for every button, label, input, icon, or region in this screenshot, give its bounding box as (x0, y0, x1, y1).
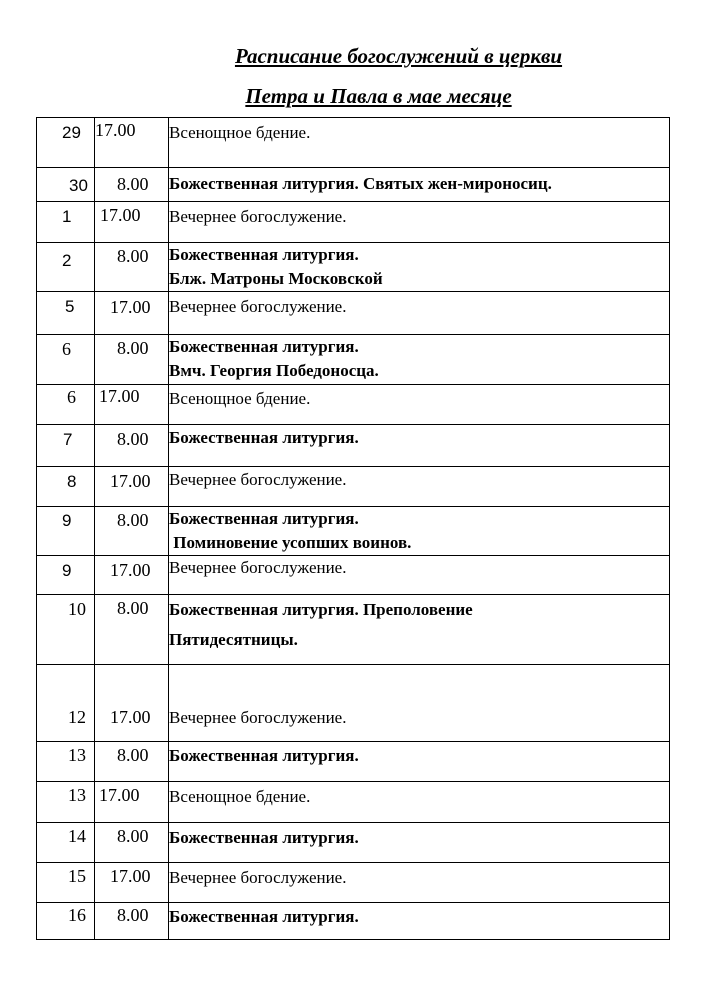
service-cell (169, 168, 670, 202)
service-name-line: Божественная литургия. (169, 245, 359, 264)
service-cell (169, 742, 670, 782)
service-name-line: Всенощное бдение. (169, 123, 311, 142)
service-name-line: Вечернее богослужение. (169, 470, 347, 489)
service-name-line: Вечернее богослужение. (169, 708, 347, 727)
time-cell (95, 665, 169, 742)
date-cell (37, 467, 95, 507)
schedule-row (37, 556, 670, 595)
time-cell (95, 742, 169, 782)
service-name-line: Вмч. Георгия Победоносца. (169, 361, 379, 380)
service-date: 6 (62, 339, 71, 359)
service-name-line: Божественная литургия. (169, 509, 359, 528)
service-date: 29 (62, 123, 81, 142)
time-cell (95, 292, 169, 335)
service-cell (169, 385, 670, 425)
service-name-line: Божественная литургия. (169, 428, 359, 447)
service-cell (169, 782, 670, 823)
date-cell (37, 385, 95, 425)
service-time: 8.00 (117, 510, 149, 530)
date-cell (37, 118, 95, 168)
time-cell (95, 595, 169, 665)
date-cell (37, 782, 95, 823)
time-cell (95, 782, 169, 823)
service-date: 7 (63, 430, 73, 449)
time-cell (95, 335, 169, 385)
service-time: 8.00 (117, 338, 149, 358)
schedule-row (37, 118, 670, 168)
service-name-line: Всенощное бдение. (169, 787, 311, 806)
service-name-line: Божественная литургия. (169, 907, 359, 926)
service-time: 17.00 (110, 707, 151, 727)
service-date: 30 (69, 176, 88, 195)
schedule-row (37, 595, 670, 665)
date-cell (37, 863, 95, 903)
service-cell (169, 595, 670, 665)
service-name-line: Божественная литургия. (169, 828, 359, 847)
service-time: 17.00 (100, 205, 141, 225)
schedule-row (37, 903, 670, 940)
time-cell (95, 507, 169, 556)
service-name-line: Всенощное бдение. (169, 389, 311, 408)
schedule-row (37, 425, 670, 467)
service-time: 8.00 (117, 429, 149, 449)
service-name-line: Вечернее богослужение. (169, 207, 347, 226)
time-cell (95, 903, 169, 940)
date-cell (37, 335, 95, 385)
service-date: 12 (68, 707, 86, 727)
service-time: 17.00 (95, 120, 136, 140)
service-time: 8.00 (117, 826, 149, 846)
schedule-row (37, 823, 670, 863)
service-date: 13 (68, 785, 86, 805)
service-time: 8.00 (117, 174, 149, 194)
service-date: 10 (68, 599, 86, 619)
date-cell (37, 742, 95, 782)
service-cell (169, 425, 670, 467)
schedule-row (37, 863, 670, 903)
service-cell (169, 863, 670, 903)
time-cell (95, 168, 169, 202)
service-name-line: Вечернее богослужение. (169, 558, 347, 577)
service-cell (169, 665, 670, 742)
service-cell (169, 823, 670, 863)
schedule-row (37, 467, 670, 507)
service-time: 17.00 (110, 866, 151, 886)
service-name-line: Блж. Матроны Московской (169, 269, 383, 288)
schedule-row (37, 202, 670, 243)
schedule-title-line-1: Расписание богослужений в церкви (234, 44, 563, 68)
date-cell (37, 425, 95, 467)
schedule-row (37, 168, 670, 202)
schedule-row (37, 243, 670, 292)
service-date: 6 (67, 387, 76, 407)
time-cell (95, 243, 169, 292)
service-name-line: Божественная литургия. (169, 746, 359, 765)
time-cell (95, 556, 169, 595)
time-cell (95, 425, 169, 467)
service-name-line: Вечернее богослужение. (169, 868, 347, 887)
date-cell (37, 292, 95, 335)
service-name-line: Божественная литургия. Святых жен-мироносиц. (169, 174, 552, 193)
service-date: 8 (67, 472, 77, 491)
service-date: 2 (62, 251, 72, 270)
time-cell (95, 385, 169, 425)
service-cell (169, 118, 670, 168)
service-date: 15 (68, 866, 86, 886)
date-cell (37, 595, 95, 665)
service-time: 17.00 (110, 560, 151, 580)
service-cell (169, 467, 670, 507)
service-name-line: Пятидесятницы. (169, 630, 298, 649)
service-date: 13 (68, 745, 86, 765)
service-cell (169, 202, 670, 243)
service-cell (169, 243, 670, 292)
service-name-line: Вечернее богослужение. (169, 297, 347, 316)
schedule-row (37, 742, 670, 782)
service-time: 8.00 (117, 598, 149, 618)
service-date: 16 (68, 905, 86, 925)
service-name-line: Божественная литургия. (169, 337, 359, 356)
date-cell (37, 556, 95, 595)
date-cell (37, 243, 95, 292)
service-time: 17.00 (110, 297, 151, 317)
service-date: 5 (65, 297, 75, 316)
schedule-row (37, 665, 670, 742)
service-time: 17.00 (110, 471, 151, 491)
date-cell (37, 823, 95, 863)
date-cell (37, 168, 95, 202)
schedule-row (37, 507, 670, 556)
service-date: 9 (62, 561, 72, 580)
time-cell (95, 467, 169, 507)
date-cell (37, 903, 95, 940)
service-time: 8.00 (117, 905, 149, 925)
service-cell (169, 903, 670, 940)
schedule-row (37, 782, 670, 823)
schedule-row (37, 385, 670, 425)
service-name-line: Божественная литургия. Преполовение (169, 600, 473, 619)
service-date: 14 (68, 826, 86, 846)
service-date: 1 (62, 207, 72, 226)
service-cell (169, 556, 670, 595)
schedule-row (37, 335, 670, 385)
service-cell (169, 335, 670, 385)
time-cell (95, 118, 169, 168)
service-name-line: Поминовение усопших воинов. (169, 533, 412, 552)
schedule-row (37, 292, 670, 335)
date-cell (37, 202, 95, 243)
service-date: 9 (62, 511, 72, 530)
service-time: 17.00 (99, 785, 140, 805)
time-cell (95, 863, 169, 903)
schedule-title-line-2: Петра и Павла в мае месяце (245, 84, 512, 108)
schedule-table (36, 117, 670, 940)
service-cell (169, 292, 670, 335)
time-cell (95, 202, 169, 243)
service-time: 8.00 (117, 246, 149, 266)
service-time: 17.00 (99, 386, 140, 406)
service-cell (169, 507, 670, 556)
date-cell (37, 507, 95, 556)
time-cell (95, 823, 169, 863)
date-cell (37, 665, 95, 742)
service-time: 8.00 (117, 745, 149, 765)
